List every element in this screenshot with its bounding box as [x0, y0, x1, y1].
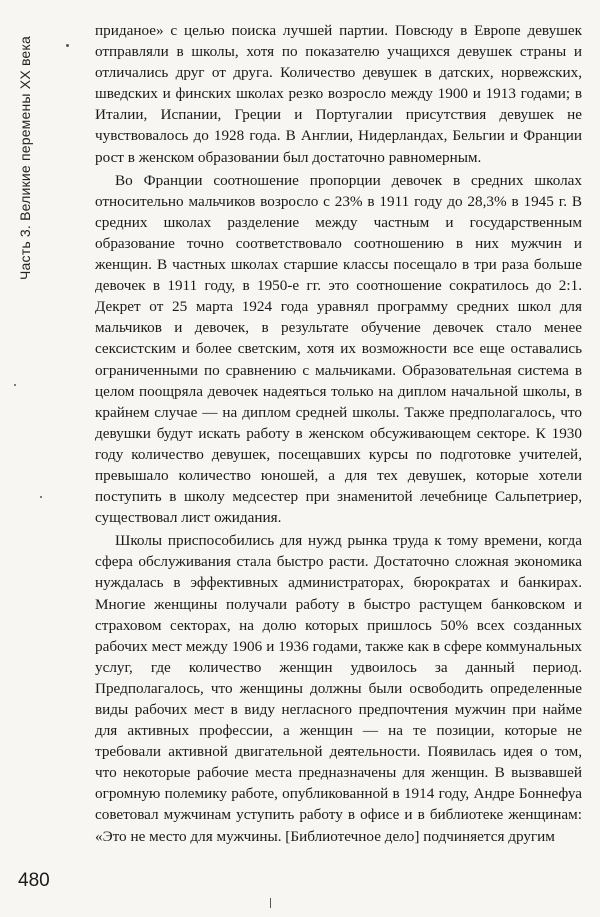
paragraph-continuation: приданое» с целью поиска лучшей партии. Повсюду в Европе девушек отправляли в школы, хотя по показателю учащихся девушек страны и отличались друг от друга. Количество девушек в датских, норвежских, шведских и финских школах резко возросло между 1900 и 1913 годами; в Италии, Испании, Греции и Португалии присутствия девушек не чувствовалось до 1928 года. В Англии, Нидерландах, Бельгии и Франции рост в женском образовании был достаточно равномерным. [95, 22, 582, 166]
page-number: 480 [18, 870, 50, 891]
paragraph-labor-market: Школы приспособились для нужд рынка труда к тому времени, когда сфера обслуживания стала быстро расти. Достаточно сложная экономика нуждалась в эффективных администраторах, бюрократах и банкирах. Многие женщины получали работу в быстро растущем банковском и страховом секторах, на долю которых пришлось 50% всех созданных рабочих мест между 1906 и 1936 годами, также как в сфере коммунальных услуг, где количество женщин удвоилось за данный период. Предполагалось, что женщины должны были освободить определенные виды рабочих мест в виду негласного предпочтения мужчин при найме для активных профессии, а женщин — на те позиции, которые не требовали активной двигательной деятельности. Появилась идея о том, что некоторые рабочие места предназначены для женщин. В вызвавшей огромную полемику работе, опубликованной в 1914 году, Андре Боннефуа советовал мужчинам уступить работу в офисе и в библиотеке женщинам: «Это не место для мужчины. [Библиотечное дело] подчиняется другим [95, 532, 582, 845]
body-text [95, 20, 582, 847]
scan-speck [40, 496, 42, 498]
scan-speck [66, 44, 69, 47]
running-head: Часть 3. Великие перемены XX века [17, 35, 33, 280]
paragraph-france-schools: Во Франции соотношение пропорции девочек в средних школах относительно мальчиков возросло с 23% в 1911 году до 28,3% в 1945 г. В средних школах разделение между частным и государственным образование точно соответствовало соотношению в них мужчин и женщин. В частных школах старшие классы посещало в три раза больше девочек в 1911 году, в 1950-е гг. это соотношение сократилось до 2:1. Декрет от 25 марта 1924 года уравнял программу средних школ для мальчиков и девочек, в результате обучение девочек стало менее сексистским и более светским, хотя их возможности все еще оставались ограниченными по сравнению с мальчиками. Образовательная система в целом поощряла девочек надеяться только на диплом начальной школы, в крайнем случае — на диплом средней школы. Также предполагалось, что девушки будут искать работу в женском обсуживающем секторе. К 1930 году количество девушек, посещавших курсы по подготовке учителей, превышало количество юношей, а для тех девушек, которые хотели поступить в школу медсестер при знаменитой лечебнице Сальпетриер, существовал лист ожидания. [95, 171, 582, 527]
scan-speck [270, 898, 271, 908]
scan-speck [14, 384, 16, 386]
